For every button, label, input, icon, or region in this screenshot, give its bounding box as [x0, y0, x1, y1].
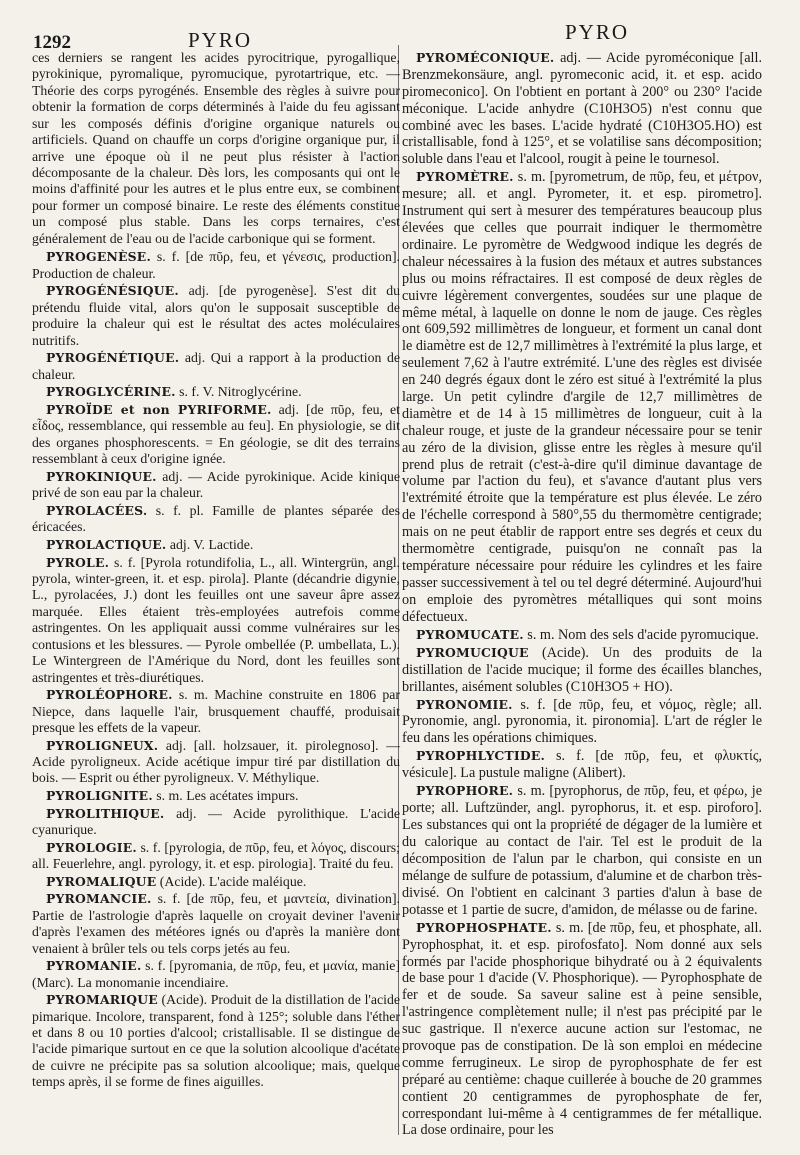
dictionary-entry: [32, 806, 400, 839]
entry-headword: PYRONOMIE.: [416, 696, 513, 712]
entry-headword: PYROLOGIE.: [46, 839, 137, 855]
entry-headword: PYROGÉNÉTIQUE.: [46, 350, 180, 366]
dictionary-entry: [32, 537, 400, 553]
dictionary-entry: [32, 503, 400, 536]
entry-definition: (Acide). Un des produits de la distillation de l'acide mucique; il forme des écailles blanches, brillantes, aisément solubles (C10H3O5 + HO).: [402, 644, 762, 695]
entry-headword: PYROMANIE.: [46, 958, 142, 974]
dictionary-entry: [32, 384, 400, 400]
dictionary-entry: [402, 645, 762, 696]
entry-definition: adj. — Acide pyrolithique. L'acide cyanurique.: [32, 805, 400, 838]
entry-headword: PYROLIGNITE.: [46, 788, 153, 804]
dictionary-entry: [402, 627, 762, 644]
dictionary-entry: [32, 788, 400, 804]
left-column: [32, 50, 400, 1092]
dictionary-entry: [32, 891, 400, 957]
dictionary-entry: [32, 840, 400, 873]
entry-definition: s. f. [Pyrola rotundifolia, L., all. Wintergrün, angl. pyrola, winter-green, it. et esp. pirola]. Plante (décandrie digynie, L., pyrolacées, J.) dont les feuilles ont une saveur âpre assez marquée. Elles étaient très-employées autrefois comme astringentes. On les appliquait aussi comme vulnéraires sur les contusions et les blessures. — Pyrole ombellée (P. umbellata, L.). Le Wintergreen de l'Amérique du Nord, dont les feuilles sont astringentes et très-diurétiques.: [32, 554, 400, 685]
entry-definition: s. m. [pyrometrum, de πῦρ, feu, et μέτρον, mesure; all. et angl. Pyrometer, it. et esp. pirometro]. Instrument qui sert à mesurer des températures beaucoup plus élevées que celles que pourrait indiquer le thermomètre ordinaire. Le pyromètre de Wedgwood indique les degrés de chaleur nécessaires à la fusion des métaux et autres substances plus ou moins réfractaires. Il est composé de deux règles de cuivre légèrement convergentes, soudées sur une plaque de même métal, à laquelle on donne le nom de jauge. Ces règles ont 609,592 millimètres de longueur, et forment un canal dont le diamètre est de 12,7 millimètres à l'extrémité la plus large, et seulement 7,62 à l'autre extrémité. L'une des règles est divisée en 240 degrés égaux dont le zéro est situé à l'extrémité la plus large. Un petit cylindre d'argile de 12,7 millimètres de diamètre et de 14 à 15 millimètres de longueur, cuit à la chaleur rouge, et juste de la grandeur nécessaire pour se tenir au zéro de la division, glisse entre les règles à mesure qu'il prend plus de retrait (c'est-à-dire qu'il diminue davantage de volume par l'action du feu), et s'avance d'autant plus vers l'extrémité étroite que la température est plus élevée. Le zéro de l'échelle correspond à 580°,55 du thermomètre centigrade; mais on ne peut établir de rapport entre ses degrés et ceux du thermomètre centigrade, puisqu'on ne connaît pas la température nécessaire pour réduire les cylindres et les faire passer successivement à tel ou tel degré déterminé. Aujourd'hui on emploie des pyromètres métalliques qui sont moins défectueux.: [402, 169, 762, 625]
dictionary-entry: [32, 555, 400, 686]
dictionary-entry: [32, 958, 400, 991]
entry-definition: adj. [de πῦρ, feu, et εἶδος, ressemblance, qui ressemble au feu]. En physiologie, se dit des organes phosphorescents. = En géologie, se dit des terrains ressemblant à ceux d'origine ignée.: [32, 402, 400, 467]
entry-definition: adj. Qui a rapport à la production de chaleur.: [32, 350, 400, 382]
entry-definition: ces derniers se rangent les acides pyrocitrique, pyrogallique, pyrokinique, pyromalique, pyromucique, pyrotartrique, etc. — Théorie des corps pyrogénés. Ensemble des règles à suivre pour obtenir la formation de corps déterminés à l'aide du feu agissant sur les composés définis d'origine organique naturels ou artificiels. Quand on chauffe un corps d'origine organique pur, il arrive une époque où il ne peut plus résister à l'action décomposante de la chaleur. Dès lors, les composants qui ont le moins d'affinité pour les autres et le plus entre eux, se combinent pour former un composé binaire. Le reste des éléments constitue un composé plus stable. Dans les corps ternaires, c'est généralement de l'eau ou de l'acide carbonique qui se forment.: [32, 50, 400, 246]
entry-definition: s. m. Nom des sels d'acide pyromucique.: [523, 626, 759, 643]
entry-definition: s. m. Machine construite en 1806 par Niepce, dans laquelle l'air, brusquement chauffé, produisait presque les effets de la vapeur.: [32, 687, 400, 735]
dictionary-entry: [402, 748, 762, 782]
dictionary-entry: [32, 350, 400, 383]
entry-headword: PYROLIGNEUX.: [46, 737, 159, 753]
entry-headword: PYROLITHIQUE.: [46, 805, 165, 821]
entry-headword: PYROLACTIQUE.: [46, 536, 167, 552]
entry-headword: PYROMÈTRE.: [416, 169, 514, 185]
dictionary-entry: [402, 697, 762, 748]
entry-definition: s. f. [de πῦρ, feu, et φλυκτίς, vésicule]. La pustule maligne (Alibert).: [402, 748, 762, 782]
entry-definition: adj. [de pyrogenèse]. S'est dit du prétendu fluide vital, alors qu'on le supposait susceptible de produire la chaleur qui est le résultat des actes moléculaires nutritifs.: [32, 283, 400, 348]
entry-headword: PYROLE.: [46, 554, 110, 570]
entry-headword: PYROLÉOPHORE.: [46, 687, 173, 703]
entry-headword: PYROKINIQUE.: [46, 468, 157, 484]
page-number: 1292: [33, 32, 71, 53]
entry-headword: PYROMANCIE.: [46, 891, 152, 907]
entry-definition: s. f. [pyromania, de πῦρ, feu, et μανία, manie] (Marc). La monomanie incendiaire.: [32, 958, 400, 990]
dictionary-entry: [32, 249, 400, 282]
entry-headword: PYROMUCATE.: [416, 626, 524, 642]
dictionary-entry: [32, 50, 400, 247]
entry-definition: s. m. [de πῦρ, feu, et phosphate, all. Pyrophosphat, it. et esp. pirofosfato]. Nom donné aux sels formés par l'acide phosphorique bihydraté ou à 2 équivalents de base pour 1 d'acide (V. Phosphorique). — Pyrophosphate de fer et de soude. Sa saveur saline est à peine sensible, l'astringence complètement nulle; il n'est pas précipité par le suc gastrique. Il n'exerce aucune action sur l'estomac, ne provoque pas de constipation. De là son emploi en médecine comme ferrugineux. Le sirop de pyrophosphate de fer est préparé au centième: chaque cuillerée à bouche de 20 grammes contient 20 centigrammes de pyrophosphate de fer, correspondant lui-même à 4 centigrammes de fer métallique. La dose ordinaire, pour les: [402, 919, 762, 1139]
entry-headword: PYROGÉNÉSIQUE.: [46, 283, 179, 299]
entry-definition: s. m. [pyrophorus, de πῦρ, feu, et φέρω, je porte; all. Luftzünder, angl. pyrophorus, it. et esp. piroforo]. Les substances qui ont la propriété de dégager de la lumière et du calorique au contact de l'air. Tel est le produit de la décomposition de l'alun par le charbon, qui consiste en un mélange de sulfure de potassium, d'alumine et de charbon très-divisé. On l'obtient en calcinant 3 parties d'alun à base de potasse et 1 partie de sucre, d'amidon, de mélasse ou de farine.: [402, 783, 762, 918]
dictionary-entry: [402, 783, 762, 918]
entry-definition: s. f. V. Nitroglycérine.: [175, 384, 302, 400]
dictionary-entry: [32, 402, 400, 468]
entry-definition: (Acide). Produit de la distillation de l'acide pimarique. Incolore, transparent, fond à 125°; soluble dans l'éther et dans 8 ou 10 porties d'alcool; cristallisable. Il se distingue de l'acide pimarique surtout en ce que la solution alcoolique d'acétate de cuivre ne précipite pas sa solution alcoolique; mais, quelque temps après, il se forme de fines aiguilles.: [32, 992, 400, 1090]
dictionary-entry: [32, 469, 400, 502]
entry-headword: PYROMUCIQUE: [416, 644, 529, 660]
right-column: [402, 50, 762, 1141]
entry-definition: s. m. Les acétates impurs.: [152, 788, 299, 804]
entry-definition: s. f. [de πῦρ, feu, et νόμος, règle; all. Pyronomie, angl. pyronomia, it. pironomia]. L'art de régler le feu dans les opérations chimiques.: [402, 696, 762, 747]
entry-definition: (Acide). L'acide maléique.: [156, 873, 307, 889]
dictionary-entry: [32, 874, 400, 890]
entry-headword: PYROGENÈSE.: [46, 249, 151, 265]
dictionary-entry: [402, 169, 762, 625]
entry-definition: s. f. pl. Famille de plantes séparée des éricacées.: [32, 502, 400, 535]
entry-headword: PYROLACÉES.: [46, 502, 148, 518]
running-head-left: PYRO: [188, 28, 253, 52]
entry-headword: PYROGLYCÉRINE.: [46, 384, 176, 400]
dictionary-entry: [32, 738, 400, 787]
entry-definition: adj. V. Lactide.: [166, 536, 254, 552]
dictionary-entry: [402, 920, 762, 1140]
entry-definition: s. f. [de πῦρ, feu, et γένεσις, production]. Production de chaleur.: [32, 249, 400, 281]
entry-headword: PYROMALIQUE: [46, 873, 157, 889]
entry-definition: adj. — Acide pyroméconique [all. Brenzmekonsäure, angl. pyromeconic acid, it. et esp. acido piromeconico]. On l'obtient en portant à 200° ou 230° l'acide méconique. L'acide anhydre (C10H3O5) n'est connu que combiné avec les bases. L'acide hydraté (C10H3O5.HO) est cristallisable, fond à 125°, et se volatilise sans décomposition; soluble dans l'eau et l'alcool, rougit à peine le tournesol.: [402, 50, 762, 168]
entry-definition: adj. — Acide pyrokinique. Acide kinique privé de son eau par la chaleur.: [32, 468, 400, 501]
entry-headword: PYROMÉCONIQUE.: [416, 50, 555, 65]
running-head-right: PYRO: [565, 20, 630, 44]
entry-headword: PYROPHLYCTIDE.: [416, 748, 546, 764]
dictionary-entry: [32, 687, 400, 736]
entry-headword: PYROPHORE.: [416, 783, 514, 799]
dictionary-entry: [32, 992, 400, 1091]
entry-headword: PYROMARIQUE: [46, 992, 158, 1008]
entry-definition: s. f. [de πῦρ, feu, et μαντεία, divination]. Partie de l'astrologie d'après laquelle on croyait deviner l'avenir d'après l'examen des météores ignés ou d'après la manière dont venaient à brûler tels ou tels corps jetés au feu.: [32, 891, 400, 956]
entry-headword: PYROPHOSPHATE.: [416, 919, 552, 935]
dictionary-entry: [402, 50, 762, 168]
entry-definition: adj. [all. holzsauer, it. pirolegnoso]. — Acide pyroligneux. Acide acétique impur tiré par distillation du bois. — Esprit ou éther pyroligneux. V. Méthylique.: [32, 737, 400, 786]
entry-headword: PYROÏDE et non PYRIFORME.: [46, 402, 272, 417]
entry-definition: s. f. [pyrologia, de πῦρ, feu, et λόγος, discours; all. Feuerlehre, angl. pyrology, it. et esp. pirologia]. Traité du feu.: [32, 839, 400, 872]
dictionary-entry: [32, 283, 400, 349]
